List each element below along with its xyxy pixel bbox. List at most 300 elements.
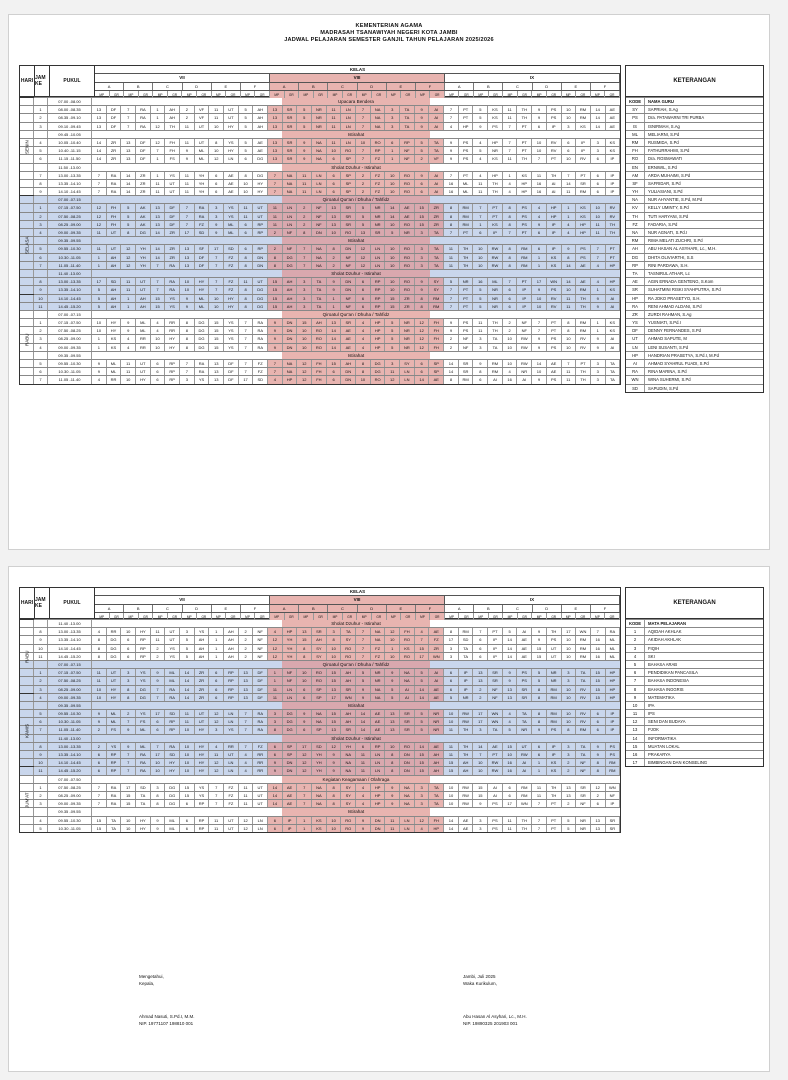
subject-code: 14	[356, 718, 371, 725]
subject-code: 2	[562, 767, 577, 774]
teacher-code: TA	[459, 645, 474, 652]
subject-code: 11	[385, 825, 400, 832]
teacher-code: AI	[517, 759, 532, 766]
jam-cell: 11	[34, 303, 48, 310]
subject-code: 11	[239, 213, 254, 220]
teacher-code: PS	[459, 155, 474, 162]
teacher-code: NA	[283, 188, 298, 195]
teacher-code: TA	[400, 114, 415, 121]
subject-code: 14	[268, 784, 283, 791]
subject-code: 15	[297, 319, 312, 326]
subject-code: 15	[121, 800, 136, 807]
teacher-code: RP	[371, 295, 386, 302]
subject-code: 6	[209, 694, 224, 701]
jam-cell	[34, 661, 48, 668]
teacher-code: PT	[547, 800, 562, 807]
teacher-code: NF	[341, 262, 356, 269]
teacher-code: IP	[488, 229, 503, 236]
legend-row	[626, 326, 763, 334]
class-VIII-A: A	[270, 83, 299, 90]
subject-code: 12	[151, 139, 166, 146]
teacher-code: AE	[429, 694, 444, 701]
subject-code: 3	[562, 751, 577, 758]
teacher-code: UT	[136, 360, 151, 367]
teacher-code: AI	[400, 686, 415, 693]
subject-code: 13	[297, 628, 312, 635]
teacher-code: DF	[224, 376, 239, 383]
subject-code: 9	[444, 327, 459, 334]
teacher-code: UT	[253, 800, 268, 807]
time-cell: 10.05 -10.40	[48, 139, 92, 146]
legend-row	[626, 627, 763, 635]
time-cell: 09.35 -09.55	[48, 808, 92, 815]
subject-code: 5	[415, 726, 430, 733]
subhead-mp: MP	[562, 91, 577, 99]
time-cell: 07.00 -07.15	[48, 311, 92, 318]
teacher-code: RM	[576, 726, 591, 733]
teacher-code: FZ	[371, 155, 386, 162]
subject-code: 7	[444, 286, 459, 293]
time-cell: 14.45 -15.20	[48, 767, 92, 774]
subject-code: 17	[151, 751, 166, 758]
schedule-row	[20, 668, 620, 676]
subject-code: 10	[92, 694, 107, 701]
teacher-code: NR	[488, 147, 503, 154]
subject-code: 11	[151, 180, 166, 187]
teacher-code: LN	[283, 213, 298, 220]
teacher-code: UT	[165, 180, 180, 187]
teacher-code: ZR	[195, 694, 210, 701]
class-IX-D: D	[533, 83, 562, 90]
legend-nama: AHMAD SAPUTE, M	[648, 336, 687, 342]
teacher-code: NA	[371, 106, 386, 113]
teacher-code: DN	[253, 262, 268, 269]
teacher-code: HP	[576, 221, 591, 228]
schedule-cells	[92, 188, 620, 195]
subject-code: 8	[444, 628, 459, 635]
subject-code: 3	[415, 784, 430, 791]
teacher-code: DN	[283, 327, 298, 334]
teacher-code: PT	[517, 278, 532, 285]
teacher-code: YH	[195, 172, 210, 179]
legend-nama: NUR AHYANTIE, S.Pd, M.Pd	[648, 197, 703, 203]
subject-code: 10	[209, 295, 224, 302]
teacher-code: TH	[576, 368, 591, 375]
subject-code: 5	[503, 628, 518, 635]
legend-row	[626, 685, 763, 693]
teacher-code: DN	[283, 344, 298, 351]
subject-code: 9	[532, 286, 547, 293]
teacher-code: NA	[371, 628, 386, 635]
subhead-gr: GR	[314, 91, 329, 99]
subject-code: 8	[356, 360, 371, 367]
break-label: Istirahat	[92, 352, 620, 359]
teacher-code: NR	[459, 694, 474, 701]
subject-code: 12	[356, 245, 371, 252]
subject-code: 2	[562, 800, 577, 807]
teacher-code: AH	[224, 645, 239, 652]
subject-code: 3	[591, 139, 606, 146]
teacher-code: DF	[165, 213, 180, 220]
teacher-code: SD	[312, 743, 327, 750]
subject-code: 6	[92, 759, 107, 766]
teacher-code: HY	[136, 376, 151, 383]
teacher-code: WN	[547, 278, 562, 285]
teacher-code: RM	[517, 784, 532, 791]
teacher-code: DG	[253, 172, 268, 179]
subject-code: 9	[92, 718, 107, 725]
time-cell: 14.45 -15.20	[48, 653, 92, 660]
subject-code: 10	[562, 645, 577, 652]
jam-cell: 8	[34, 628, 48, 635]
subject-code: 6	[356, 303, 371, 310]
teacher-code: RW	[488, 759, 503, 766]
subject-code: 11	[239, 800, 254, 807]
class-IX-E: E	[562, 605, 591, 612]
teacher-code: TA	[576, 677, 591, 684]
teacher-code: NF	[459, 335, 474, 342]
subject-code: 5	[356, 204, 371, 211]
jam-cell: 1	[34, 669, 48, 676]
subject-code: 14	[503, 653, 518, 660]
teacher-code: SD	[195, 229, 210, 236]
subject-code: 12	[415, 817, 430, 824]
subject-code: 10	[239, 180, 254, 187]
subject-code: 8	[385, 751, 400, 758]
teacher-code: NF	[459, 344, 474, 351]
teacher-code: RV	[576, 718, 591, 725]
teacher-code: RM	[517, 245, 532, 252]
subject-code: 11	[180, 188, 195, 195]
teacher-code: AH	[195, 636, 210, 643]
schedule-cells	[92, 295, 620, 302]
subject-code: 1	[532, 767, 547, 774]
subject-code: 1	[151, 106, 166, 113]
subject-code: 7	[92, 792, 107, 799]
subject-code: 5	[473, 286, 488, 293]
teacher-code: RW	[459, 710, 474, 717]
teacher-code: TA	[429, 245, 444, 252]
jam-cell: 4	[34, 817, 48, 824]
teacher-code: FZ	[371, 188, 386, 195]
teacher-code: AK	[136, 221, 151, 228]
subject-code: 7	[151, 743, 166, 750]
teacher-code: NF	[341, 254, 356, 261]
break-row	[20, 310, 620, 318]
subhead-gr: GR	[518, 613, 533, 621]
time-cell: 11.05 -11.40	[48, 262, 92, 269]
teacher-code: IP	[606, 188, 621, 195]
legend-row	[626, 310, 763, 318]
schedule-row	[20, 717, 620, 725]
subject-code: 1	[92, 335, 107, 342]
subject-code: 5	[385, 686, 400, 693]
teacher-code: TA	[312, 303, 327, 310]
legend-row	[626, 359, 763, 367]
teacher-code: FH	[312, 360, 327, 367]
schedule-row	[20, 285, 620, 293]
teacher-code: PT	[459, 106, 474, 113]
break-label: Qiroatul Qur'an / Dhuha / Tahfidz	[92, 311, 620, 318]
teacher-code: RO	[400, 254, 415, 261]
teacher-code: AE	[547, 368, 562, 375]
teacher-code: HY	[107, 686, 122, 693]
teacher-code: RA	[253, 319, 268, 326]
subject-code: 10	[180, 726, 195, 733]
subject-code: 13	[239, 669, 254, 676]
teacher-code: PS	[488, 817, 503, 824]
schedule-row	[20, 154, 620, 162]
teacher-code: NR	[312, 106, 327, 113]
day-label: SELASA	[20, 195, 34, 294]
teacher-code: LN	[400, 376, 415, 383]
subject-code: 13	[327, 686, 342, 693]
jam-cell	[34, 311, 48, 318]
subject-code: 6	[356, 278, 371, 285]
teacher-code: RW	[459, 792, 474, 799]
teacher-code: NR	[517, 368, 532, 375]
subject-code: 4	[444, 123, 459, 130]
subject-code: 6	[444, 686, 459, 693]
teacher-code: ML	[165, 825, 180, 832]
teacher-code: NF	[283, 669, 298, 676]
teacher-code: NF	[606, 792, 621, 799]
teacher-code: HY	[253, 188, 268, 195]
subject-code: 2	[268, 229, 283, 236]
subject-code: 7	[297, 800, 312, 807]
teacher-code: PT	[459, 286, 474, 293]
subject-code: 7	[532, 800, 547, 807]
subject-code: 15	[297, 636, 312, 643]
teacher-code: RP	[195, 817, 210, 824]
teacher-code: RA	[107, 188, 122, 195]
subject-code: 7	[180, 213, 195, 220]
subhead-gr: GR	[605, 91, 620, 99]
schedule-cells	[92, 376, 620, 383]
teacher-code: RM	[547, 710, 562, 717]
legend-kode: HP	[626, 295, 645, 302]
subject-code: 14	[151, 229, 166, 236]
schedule-cells	[92, 335, 620, 342]
subject-code: 9	[415, 278, 430, 285]
legend-nama: KELLY UMINTY, S.Pd	[648, 205, 689, 211]
subject-code: 11	[444, 262, 459, 269]
subject-code: 9	[268, 319, 283, 326]
teacher-code: LN	[283, 221, 298, 228]
subject-code: 11	[473, 327, 488, 334]
subhead-mp: MP	[328, 613, 343, 621]
teacher-code: NA	[341, 751, 356, 758]
teacher-code: RP	[253, 245, 268, 252]
schedule-cells	[92, 808, 620, 815]
schedule-cells	[92, 262, 620, 269]
subhead-mp: MP	[241, 91, 256, 99]
teacher-code: NR	[429, 718, 444, 725]
subject-code: 3	[209, 726, 224, 733]
subject-code: 3	[415, 229, 430, 236]
teacher-code: RW	[488, 254, 503, 261]
subject-code: 11	[209, 825, 224, 832]
subject-code: 10	[180, 751, 195, 758]
schedule-cells	[92, 254, 620, 261]
jam-cell: 1	[34, 319, 48, 326]
teacher-code: TH	[459, 751, 474, 758]
subject-code: 7	[268, 172, 283, 179]
subject-code: 6	[591, 718, 606, 725]
teacher-code: HP	[606, 278, 621, 285]
subject-code: 15	[268, 303, 283, 310]
subject-code: 9	[92, 360, 107, 367]
schedule-cells	[92, 286, 620, 293]
subject-code: 4	[503, 368, 518, 375]
header-kelas	[95, 66, 620, 96]
legend-title: KETERANGAN	[626, 588, 763, 619]
time-cell: 13.35 -14.10	[48, 286, 92, 293]
teacher-code: RM	[576, 645, 591, 652]
legend-kode: 1	[626, 628, 645, 635]
teacher-code: AE	[606, 114, 621, 121]
class-VII-D: D	[183, 83, 212, 90]
jam-cell: 2	[34, 677, 48, 684]
legend-kode: 4	[626, 653, 645, 660]
legend-kode: 8	[626, 686, 645, 693]
teacher-code: PT	[547, 817, 562, 824]
subject-code: 7	[92, 180, 107, 187]
teacher-code: DF	[107, 114, 122, 121]
grade-IX: IX	[445, 596, 620, 604]
subject-code: 6	[591, 800, 606, 807]
teacher-code: AE	[547, 360, 562, 367]
subject-code: 9	[415, 123, 430, 130]
subject-code: 11	[562, 376, 577, 383]
teacher-code: TA	[429, 147, 444, 154]
subject-code: 11	[180, 710, 195, 717]
legend-kode: 9	[626, 694, 645, 701]
teacher-code: KS	[107, 335, 122, 342]
sign-left-name: Ahmad Nasuti, S.Pd.I, M.M.	[139, 1014, 195, 1019]
teacher-code: HY	[136, 825, 151, 832]
subject-code: 15	[268, 278, 283, 285]
jam-cell	[34, 352, 48, 359]
jam-cell: 3	[34, 123, 48, 130]
teacher-code: LN	[400, 817, 415, 824]
teacher-code: LN	[312, 188, 327, 195]
time-cell: 10.30 -11.05	[48, 254, 92, 261]
subject-code: 10	[327, 653, 342, 660]
time-cell: 13.00 -13.35	[48, 628, 92, 635]
subject-code: 5	[562, 825, 577, 832]
subject-code: 15	[444, 759, 459, 766]
teacher-code: ML	[488, 278, 503, 285]
subhead-mp: MP	[212, 613, 227, 621]
subject-code: 11	[151, 628, 166, 635]
subject-code: 15	[268, 286, 283, 293]
legend-row	[626, 171, 763, 179]
subject-code: 6	[532, 123, 547, 130]
class-VII-C: C	[153, 83, 182, 90]
teacher-code: FS	[107, 726, 122, 733]
subject-code: 10	[180, 743, 195, 750]
schedule-cells	[92, 645, 620, 652]
teacher-code: AI	[547, 180, 562, 187]
teacher-code: RA	[195, 368, 210, 375]
legend-row	[626, 146, 763, 154]
subject-code: 7	[239, 718, 254, 725]
subject-code: 7	[503, 147, 518, 154]
subject-code: 16	[591, 653, 606, 660]
teacher-code: YH	[136, 245, 151, 252]
legend-row	[626, 351, 763, 359]
teacher-code: IP	[606, 710, 621, 717]
document-header	[9, 15, 769, 44]
subject-code: 13	[562, 784, 577, 791]
legend-row	[626, 717, 763, 725]
teacher-code: YS	[224, 344, 239, 351]
subject-code: 5	[503, 726, 518, 733]
subject-code: 9	[151, 669, 166, 676]
subject-code: 10	[385, 278, 400, 285]
legend-nama: SAPUDIN, S.Pd	[648, 385, 679, 391]
teacher-legend	[625, 65, 764, 393]
subject-code: 1	[209, 653, 224, 660]
teacher-code: TH	[459, 726, 474, 733]
legend-row	[626, 113, 763, 121]
teacher-code: PT	[517, 229, 532, 236]
subject-code: 5	[473, 295, 488, 302]
jam-cell: 4	[34, 139, 48, 146]
legend-nama: SUHATMINI RISKI SYAHPUTRA, S.Pd	[648, 287, 721, 293]
subject-code: 10	[121, 376, 136, 383]
subject-code: 9	[415, 286, 430, 293]
teacher-code: TA	[107, 817, 122, 824]
subject-code: 9	[532, 344, 547, 351]
subject-code: 4	[151, 327, 166, 334]
teacher-code: AH	[429, 767, 444, 774]
teacher-code: IP	[517, 286, 532, 293]
subject-code: 13	[503, 686, 518, 693]
subject-code: 11	[121, 286, 136, 293]
header-hari: HARI	[20, 66, 35, 96]
legend-nama: FATHURRAHMI, S.Pd	[648, 148, 690, 154]
subject-code: 8	[268, 726, 283, 733]
break-label: Sholat Dzuhur - Istirahat	[92, 620, 620, 627]
schedule-cells	[92, 360, 620, 367]
schedule-row	[20, 212, 620, 220]
teacher-code: HP	[371, 344, 386, 351]
teacher-code: LN	[283, 686, 298, 693]
subject-code: 10	[562, 344, 577, 351]
subject-code: 1	[151, 155, 166, 162]
subhead-gr: GR	[168, 613, 183, 621]
subhead-gr: GR	[110, 613, 125, 621]
teacher-code: PT	[547, 319, 562, 326]
subject-code: 13	[327, 204, 342, 211]
jam-cell: 4	[34, 229, 48, 236]
subject-code: 14	[562, 180, 577, 187]
subhead-mp: MP	[153, 91, 168, 99]
subject-code: 10	[385, 286, 400, 293]
teacher-code: KS	[606, 319, 621, 326]
subject-code: 11	[151, 188, 166, 195]
teacher-code: VF	[195, 114, 210, 121]
teacher-code: PS	[547, 636, 562, 643]
subject-code: 3	[473, 825, 488, 832]
teacher-code: FS	[136, 718, 151, 725]
class-IX-D: D	[533, 605, 562, 612]
schedule-cells	[92, 817, 620, 824]
teacher-code: SP	[429, 368, 444, 375]
legend-kode: TA	[626, 270, 645, 277]
